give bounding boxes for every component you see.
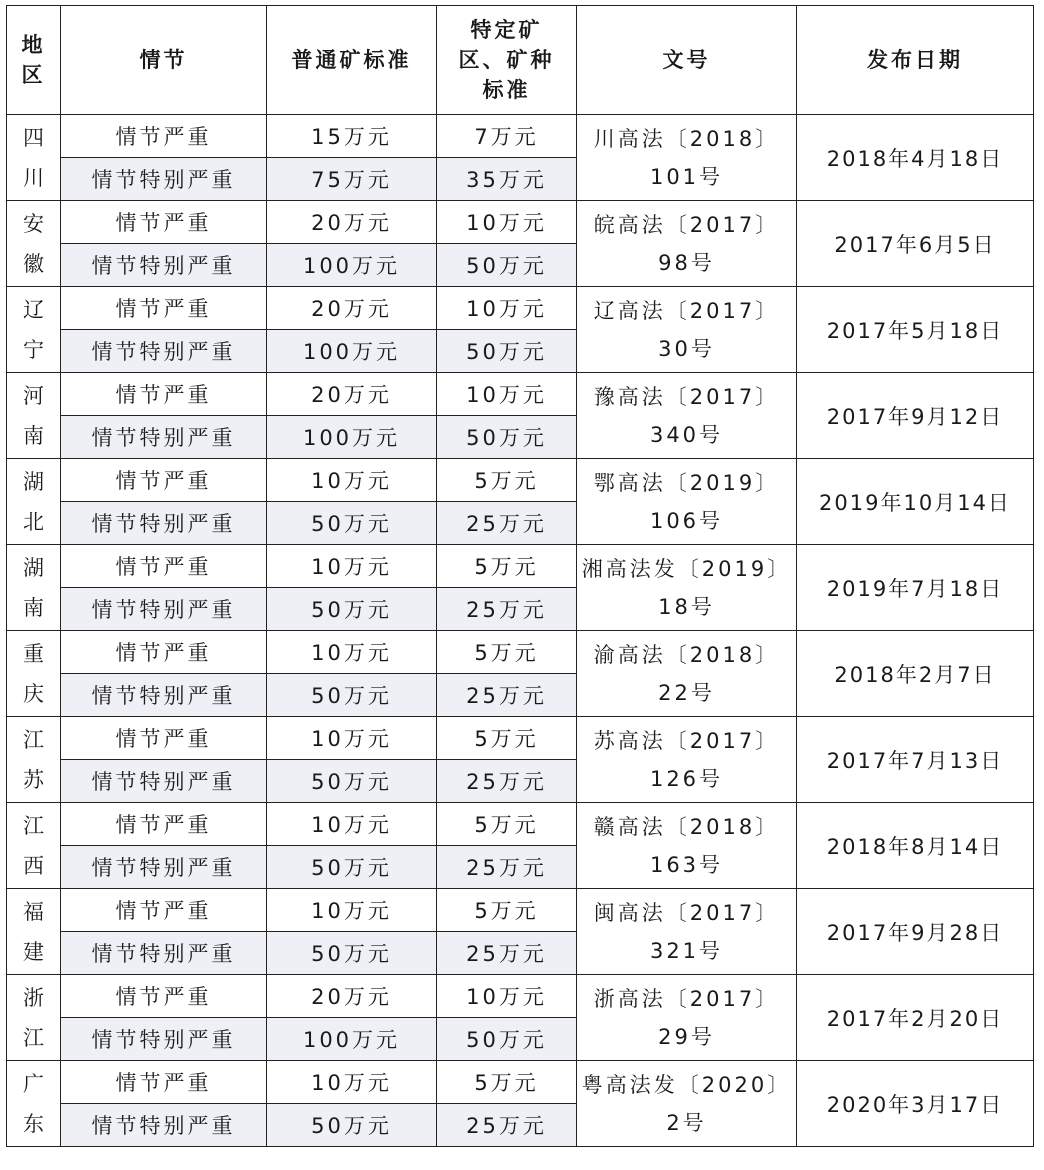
region-cell: 江 西 — [7, 803, 61, 889]
region-cell: 湖 南 — [7, 545, 61, 631]
release-date-cell: 2017年2月20日 — [797, 975, 1034, 1061]
header-plot: 情节 — [61, 6, 267, 115]
doc-number-cell: 辽高法〔2017〕 30号 — [577, 287, 797, 373]
doc-number-cell: 豫高法〔2017〕 340号 — [577, 373, 797, 459]
special-standard-cell: 5万元 — [437, 803, 577, 846]
special-standard-cell: 10万元 — [437, 975, 577, 1018]
normal-standard-cell: 10万元 — [267, 803, 437, 846]
normal-standard-cell: 50万元 — [267, 588, 437, 631]
plot-very-serious-cell: 情节特别严重 — [61, 846, 267, 889]
header-doc-number: 文号 — [577, 6, 797, 115]
doc-number-cell: 皖高法〔2017〕 98号 — [577, 201, 797, 287]
special-standard-cell: 10万元 — [437, 287, 577, 330]
plot-very-serious-cell: 情节特别严重 — [61, 1104, 267, 1147]
header-special-standard: 特定矿 区、矿种 标准 — [437, 6, 577, 115]
normal-standard-cell: 50万元 — [267, 674, 437, 717]
normal-standard-cell: 100万元 — [267, 244, 437, 287]
plot-very-serious-cell: 情节特别严重 — [61, 932, 267, 975]
region-cell: 浙 江 — [7, 975, 61, 1061]
release-date-cell: 2017年7月13日 — [797, 717, 1034, 803]
doc-number-cell: 闽高法〔2017〕 321号 — [577, 889, 797, 975]
doc-number-cell: 川高法〔2018〕 101号 — [577, 115, 797, 201]
table-row — [7, 459, 1034, 502]
table-row — [7, 373, 1034, 416]
normal-standard-cell: 10万元 — [267, 545, 437, 588]
region-cell: 河 南 — [7, 373, 61, 459]
plot-very-serious-cell: 情节特别严重 — [61, 760, 267, 803]
release-date-cell: 2019年7月18日 — [797, 545, 1034, 631]
table-row — [7, 975, 1034, 1018]
header-row — [7, 6, 1034, 115]
plot-serious-cell: 情节严重 — [61, 545, 267, 588]
region-cell: 四 川 — [7, 115, 61, 201]
plot-serious-cell: 情节严重 — [61, 373, 267, 416]
doc-number-cell: 湘高法发〔2019〕 18号 — [577, 545, 797, 631]
doc-number-cell: 赣高法〔2018〕 163号 — [577, 803, 797, 889]
special-standard-cell: 25万元 — [437, 932, 577, 975]
special-standard-cell: 50万元 — [437, 330, 577, 373]
normal-standard-cell: 100万元 — [267, 330, 437, 373]
standards-table — [6, 5, 1034, 1147]
table-row — [7, 889, 1034, 932]
special-standard-cell: 25万元 — [437, 760, 577, 803]
release-date-cell: 2020年3月17日 — [797, 1061, 1034, 1147]
table-row — [7, 115, 1034, 158]
normal-standard-cell: 50万元 — [267, 932, 437, 975]
normal-standard-cell: 20万元 — [267, 201, 437, 244]
plot-serious-cell: 情节严重 — [61, 975, 267, 1018]
doc-number-cell: 渝高法〔2018〕 22号 — [577, 631, 797, 717]
plot-very-serious-cell: 情节特别严重 — [61, 588, 267, 631]
normal-standard-cell: 15万元 — [267, 115, 437, 158]
plot-serious-cell: 情节严重 — [61, 201, 267, 244]
plot-serious-cell: 情节严重 — [61, 803, 267, 846]
table-row — [7, 717, 1034, 760]
header-normal-standard: 普通矿标准 — [267, 6, 437, 115]
release-date-cell: 2018年2月7日 — [797, 631, 1034, 717]
normal-standard-cell: 100万元 — [267, 416, 437, 459]
table-row — [7, 545, 1034, 588]
release-date-cell: 2017年5月18日 — [797, 287, 1034, 373]
doc-number-cell: 粤高法发〔2020〕 2号 — [577, 1061, 797, 1147]
region-cell: 湖 北 — [7, 459, 61, 545]
plot-very-serious-cell: 情节特别严重 — [61, 330, 267, 373]
standards-table-container — [6, 5, 1034, 1147]
table-row — [7, 201, 1034, 244]
header-release-date: 发布日期 — [797, 6, 1034, 115]
special-standard-cell: 5万元 — [437, 545, 577, 588]
special-standard-cell: 50万元 — [437, 1018, 577, 1061]
special-standard-cell: 50万元 — [437, 416, 577, 459]
release-date-cell: 2018年4月18日 — [797, 115, 1034, 201]
special-standard-cell: 25万元 — [437, 846, 577, 889]
special-standard-cell: 5万元 — [437, 889, 577, 932]
normal-standard-cell: 10万元 — [267, 889, 437, 932]
region-cell: 辽 宁 — [7, 287, 61, 373]
table-row — [7, 803, 1034, 846]
header-region: 地 区 — [7, 6, 61, 115]
normal-standard-cell: 20万元 — [267, 373, 437, 416]
region-cell: 广 东 — [7, 1061, 61, 1147]
release-date-cell: 2019年10月14日 — [797, 459, 1034, 545]
plot-very-serious-cell: 情节特别严重 — [61, 416, 267, 459]
release-date-cell: 2017年9月28日 — [797, 889, 1034, 975]
normal-standard-cell: 50万元 — [267, 846, 437, 889]
release-date-cell: 2017年9月12日 — [797, 373, 1034, 459]
table-row — [7, 1061, 1034, 1104]
plot-serious-cell: 情节严重 — [61, 631, 267, 674]
plot-very-serious-cell: 情节特别严重 — [61, 502, 267, 545]
special-standard-cell: 7万元 — [437, 115, 577, 158]
special-standard-cell: 35万元 — [437, 158, 577, 201]
doc-number-cell: 鄂高法〔2019〕 106号 — [577, 459, 797, 545]
normal-standard-cell: 50万元 — [267, 760, 437, 803]
normal-standard-cell: 100万元 — [267, 1018, 437, 1061]
normal-standard-cell: 10万元 — [267, 459, 437, 502]
special-standard-cell: 5万元 — [437, 717, 577, 760]
doc-number-cell: 苏高法〔2017〕 126号 — [577, 717, 797, 803]
release-date-cell: 2018年8月14日 — [797, 803, 1034, 889]
table-row — [7, 287, 1034, 330]
table-body — [7, 115, 1034, 1147]
special-standard-cell: 10万元 — [437, 373, 577, 416]
plot-serious-cell: 情节严重 — [61, 459, 267, 502]
normal-standard-cell: 20万元 — [267, 287, 437, 330]
normal-standard-cell: 20万元 — [267, 975, 437, 1018]
plot-serious-cell: 情节严重 — [61, 1061, 267, 1104]
plot-very-serious-cell: 情节特别严重 — [61, 244, 267, 287]
plot-very-serious-cell: 情节特别严重 — [61, 158, 267, 201]
region-cell: 重 庆 — [7, 631, 61, 717]
special-standard-cell: 5万元 — [437, 459, 577, 502]
normal-standard-cell: 50万元 — [267, 1104, 437, 1147]
special-standard-cell: 5万元 — [437, 1061, 577, 1104]
special-standard-cell: 25万元 — [437, 674, 577, 717]
release-date-cell: 2017年6月5日 — [797, 201, 1034, 287]
doc-number-cell: 浙高法〔2017〕 29号 — [577, 975, 797, 1061]
region-cell: 福 建 — [7, 889, 61, 975]
special-standard-cell: 25万元 — [437, 502, 577, 545]
normal-standard-cell: 10万元 — [267, 717, 437, 760]
plot-serious-cell: 情节严重 — [61, 717, 267, 760]
normal-standard-cell: 50万元 — [267, 502, 437, 545]
normal-standard-cell: 10万元 — [267, 1061, 437, 1104]
plot-very-serious-cell: 情节特别严重 — [61, 1018, 267, 1061]
normal-standard-cell: 75万元 — [267, 158, 437, 201]
table-row — [7, 631, 1034, 674]
region-cell: 安 徽 — [7, 201, 61, 287]
special-standard-cell: 50万元 — [437, 244, 577, 287]
plot-very-serious-cell: 情节特别严重 — [61, 674, 267, 717]
special-standard-cell: 25万元 — [437, 1104, 577, 1147]
plot-serious-cell: 情节严重 — [61, 287, 267, 330]
plot-serious-cell: 情节严重 — [61, 889, 267, 932]
plot-serious-cell: 情节严重 — [61, 115, 267, 158]
region-cell: 江 苏 — [7, 717, 61, 803]
special-standard-cell: 5万元 — [437, 631, 577, 674]
special-standard-cell: 10万元 — [437, 201, 577, 244]
normal-standard-cell: 10万元 — [267, 631, 437, 674]
special-standard-cell: 25万元 — [437, 588, 577, 631]
